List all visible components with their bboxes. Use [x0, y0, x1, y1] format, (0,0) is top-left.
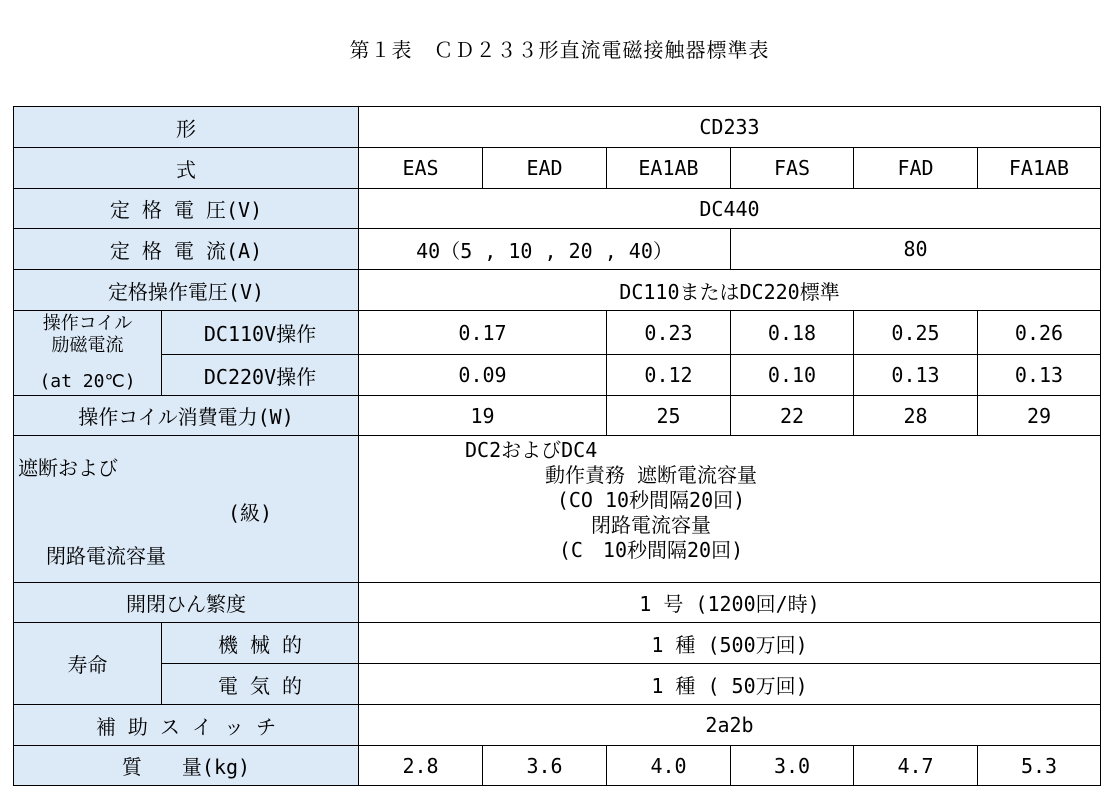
excitation-dc110-cell: 0.23 [607, 311, 731, 355]
label-life: 寿命 [14, 623, 162, 705]
excitation-label-line3: (at 20℃) [39, 371, 136, 392]
label-type: 式 [14, 148, 359, 189]
breaking-value-line: 動作責務 遮断電流容量 [544, 463, 758, 487]
value-breaking-capacity [359, 436, 1101, 583]
label-coil-power: 操作コイル消費電力(W) [14, 396, 359, 436]
breaking-label-line2: (級) [228, 501, 273, 525]
breaking-value-line: (CO 10秒間隔20回) [556, 488, 746, 512]
breaking-label-line3: 閉路電流容量 [46, 544, 166, 568]
type-cell: EAS [359, 148, 483, 189]
value-life-electrical: 1 種 ( 50万回) [359, 664, 1101, 705]
excitation-dc220-cell: 0.09 [359, 355, 607, 396]
row-frequency [14, 583, 1101, 623]
type-cell: FA1AB [978, 148, 1101, 189]
type-cell: FAD [854, 148, 978, 189]
breaking-value-line: 閉路電流容量 [591, 513, 711, 537]
row-breaking-capacity [14, 436, 1101, 583]
label-rated-operating-voltage: 定格操作電圧(V) [14, 270, 359, 311]
row-excitation-dc110 [14, 311, 1101, 355]
label-life-electrical: 電 気 的 [162, 664, 359, 705]
mass-cell: 3.6 [483, 746, 607, 786]
type-cell: EA1AB [607, 148, 731, 189]
excitation-label-line2: 励磁電流 [51, 335, 124, 356]
label-mass: 質 量(kg) [14, 746, 359, 786]
row-aux-switch [14, 705, 1101, 746]
row-rated-operating-voltage [14, 270, 1101, 311]
label-frequency: 開閉ひん繁度 [14, 583, 359, 623]
value-aux-switch: 2a2b [359, 705, 1101, 746]
excitation-dc110-cell: 0.25 [854, 311, 978, 355]
excitation-dc110-cell: 0.26 [978, 311, 1101, 355]
coil-power-cell: 29 [978, 396, 1101, 436]
row-excitation-dc220 [14, 355, 1101, 396]
excitation-dc220-cell: 0.13 [978, 355, 1101, 396]
type-cell: EAD [483, 148, 607, 189]
row-coil-power [14, 396, 1101, 436]
coil-power-cell: 25 [607, 396, 731, 436]
breaking-value-block [465, 436, 837, 562]
excitation-dc110-cell: 0.18 [731, 311, 854, 355]
type-cell: FAS [731, 148, 854, 189]
label-breaking-capacity [14, 436, 359, 583]
mass-cell: 4.0 [607, 746, 731, 786]
value-rated-current-fa: 80 [731, 229, 1101, 270]
label-aux-switch: 補 助 ス イ ッ チ [14, 705, 359, 746]
mass-cell: 3.0 [731, 746, 854, 786]
breaking-label-line1: 遮断および [18, 456, 118, 480]
table-title: 第１表 ＣＤ２３３形直流電磁接触器標準表 [349, 38, 770, 62]
label-rated-voltage: 定 格 電 圧(V) [14, 189, 359, 229]
row-rated-voltage [14, 189, 1101, 229]
breaking-value-line: (C 10秒間隔20回) [558, 538, 744, 562]
row-life-electrical [14, 664, 1101, 705]
row-model [14, 107, 1101, 148]
label-dc110: DC110V操作 [162, 311, 359, 355]
mass-cell: 4.7 [854, 746, 978, 786]
coil-power-cell: 28 [854, 396, 978, 436]
excitation-dc220-cell: 0.10 [731, 355, 854, 396]
excitation-label-line1: 操作コイル [42, 313, 133, 334]
breaking-value-line: DC2およびDC4 [465, 438, 598, 462]
row-mass [14, 746, 1101, 786]
excitation-dc220-cell: 0.13 [854, 355, 978, 396]
value-frequency: 1 号 (1200回/時) [359, 583, 1101, 623]
excitation-dc220-cell: 0.12 [607, 355, 731, 396]
coil-power-cell: 22 [731, 396, 854, 436]
mass-cell: 2.8 [359, 746, 483, 786]
label-rated-current: 定 格 電 流(A) [14, 229, 359, 270]
row-life-mechanical [14, 623, 1101, 664]
row-rated-current [14, 229, 1101, 270]
value-rated-operating-voltage: DC110またはDC220標準 [359, 270, 1101, 311]
label-model: 形 [14, 107, 359, 148]
mass-cell: 5.3 [978, 746, 1101, 786]
spec-table [13, 106, 1101, 786]
value-model: CD233 [359, 107, 1101, 148]
label-life-mechanical: 機 械 的 [162, 623, 359, 664]
value-life-mechanical: 1 種 (500万回) [359, 623, 1101, 664]
row-type [14, 148, 1101, 189]
coil-power-cell: 19 [359, 396, 607, 436]
label-dc220: DC220V操作 [162, 355, 359, 396]
value-rated-current-ea: 40（5 , 10 , 20 , 40） [359, 229, 731, 270]
label-excitation-current [14, 311, 162, 396]
excitation-dc110-cell: 0.17 [359, 311, 607, 355]
value-rated-voltage: DC440 [359, 189, 1101, 229]
